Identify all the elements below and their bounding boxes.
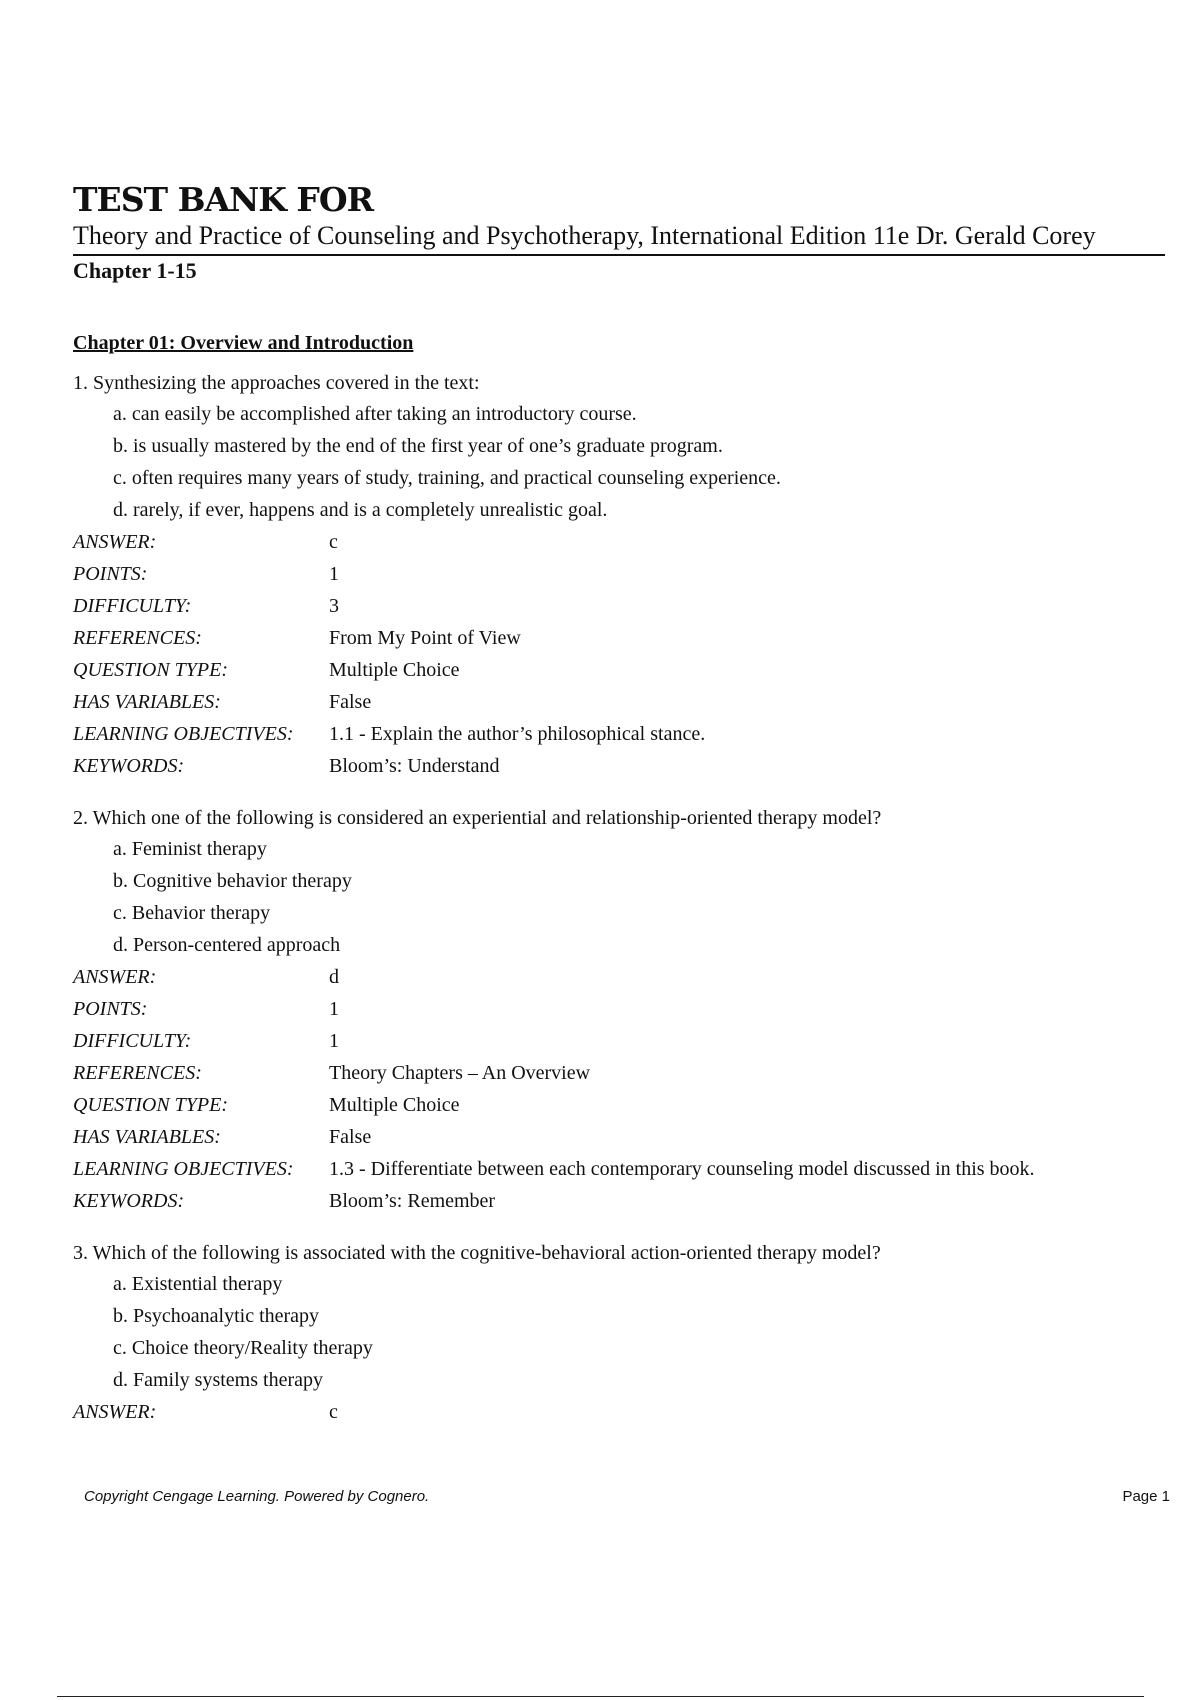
has-variables-value: False [329,691,372,713]
question-type-label: QUESTION TYPE: [73,1094,229,1116]
answer-label: ANSWER: [73,966,157,988]
keywords-label: KEYWORDS: [73,755,185,777]
question-3 [73,1239,1165,1428]
difficulty-row [73,1025,1165,1057]
difficulty-value: 1 [329,1030,339,1052]
has-variables-value: False [329,1126,372,1148]
references-value: From My Point of View [329,627,521,649]
page-number: Page 1 [1122,1488,1170,1505]
answer-label: ANSWER: [73,531,157,553]
learning-objectives-label: LEARNING OBJECTIVES: [73,723,294,745]
points-label: POINTS: [73,998,148,1020]
question-list [73,369,1165,1428]
has-variables-row [73,1121,1165,1153]
difficulty-row [73,590,1165,622]
question-stem: 1. Synthesizing the approaches covered in the text: [73,372,480,394]
points-row [73,558,1165,590]
option-c: c. Behavior therapy [113,902,271,924]
references-value: Theory Chapters – An Overview [329,1062,591,1084]
learning-objectives-value: 1.1 - Explain the author’s philosophical stance. [329,723,706,745]
references-label: REFERENCES: [73,1062,202,1084]
option-d: d. Family systems therapy [113,1369,323,1391]
page-footer [84,1488,1170,1505]
has-variables-row [73,686,1165,718]
points-value: 1 [329,563,339,585]
references-row [73,1057,1165,1089]
option-a: a. Existential therapy [113,1273,283,1295]
keywords-value: Bloom’s: Remember [329,1190,496,1212]
copyright-text: Copyright Cengage Learning. Powered by Cognero. [84,1488,430,1505]
answer-row [73,1396,1165,1428]
points-value: 1 [329,998,339,1020]
answer-value: d [329,966,339,988]
option-c: c. Choice theory/Reality therapy [113,1337,373,1359]
difficulty-value: 3 [329,595,339,617]
book-subtitle: Theory and Practice of Counseling and Psychotherapy, International Edition 11e Dr. Gerald Corey [73,221,1096,250]
option-b: b. Psychoanalytic therapy [113,1305,320,1327]
question-1 [73,369,1165,782]
question-type-row [73,654,1165,686]
points-label: POINTS: [73,563,148,585]
chapter-range: Chapter 1-15 [73,258,197,283]
references-row [73,622,1165,654]
option-c: c. often requires many years of study, training, and practical counseling experience. [113,467,781,489]
points-row [73,993,1165,1025]
learning-objectives-value: 1.3 - Differentiate between each contemporary counseling model discussed in this book. [329,1158,1035,1180]
answer-label: ANSWER: [73,1401,157,1423]
has-variables-label: HAS VARIABLES: [73,691,221,713]
option-a: a. Feminist therapy [113,838,267,860]
learning-objectives-row [73,1153,1165,1185]
answer-value: c [329,1401,338,1423]
question-type-value: Multiple Choice [329,1094,460,1116]
keywords-label: KEYWORDS: [73,1190,185,1212]
question-type-row [73,1089,1165,1121]
main-title: TEST BANK FOR [73,180,374,219]
document-page [73,180,1165,1450]
section-heading: Chapter 01: Overview and Introduction [73,332,414,354]
option-a: a. can easily be accomplished after taking an introductory course. [113,403,637,425]
learning-objectives-row [73,718,1165,750]
question-2 [73,804,1165,1217]
learning-objectives-label: LEARNING OBJECTIVES: [73,1158,294,1180]
option-list [73,398,1165,526]
option-d: d. rarely, if ever, happens and is a completely unrealistic goal. [113,499,608,521]
keywords-row [73,1185,1165,1217]
references-label: REFERENCES: [73,627,202,649]
keywords-value: Bloom’s: Understand [329,755,500,777]
answer-row [73,526,1165,558]
has-variables-label: HAS VARIABLES: [73,1126,221,1148]
option-list [73,833,1165,961]
option-b: b. is usually mastered by the end of the first year of one’s graduate program. [113,435,723,457]
option-d: d. Person-centered approach [113,934,341,956]
question-stem: 3. Which of the following is associated with the cognitive-behavioral action-oriented therapy model? [73,1242,881,1264]
option-list [73,1268,1165,1396]
answer-row [73,961,1165,993]
bottom-divider [57,1696,1144,1697]
question-type-value: Multiple Choice [329,659,460,681]
difficulty-label: DIFFICULTY: [73,595,192,617]
difficulty-label: DIFFICULTY: [73,1030,192,1052]
option-b: b. Cognitive behavior therapy [113,870,352,892]
question-type-label: QUESTION TYPE: [73,659,229,681]
answer-value: c [329,531,338,553]
keywords-row [73,750,1165,782]
question-stem: 2. Which one of the following is considered an experiential and relationship-oriented therapy model? [73,807,882,829]
